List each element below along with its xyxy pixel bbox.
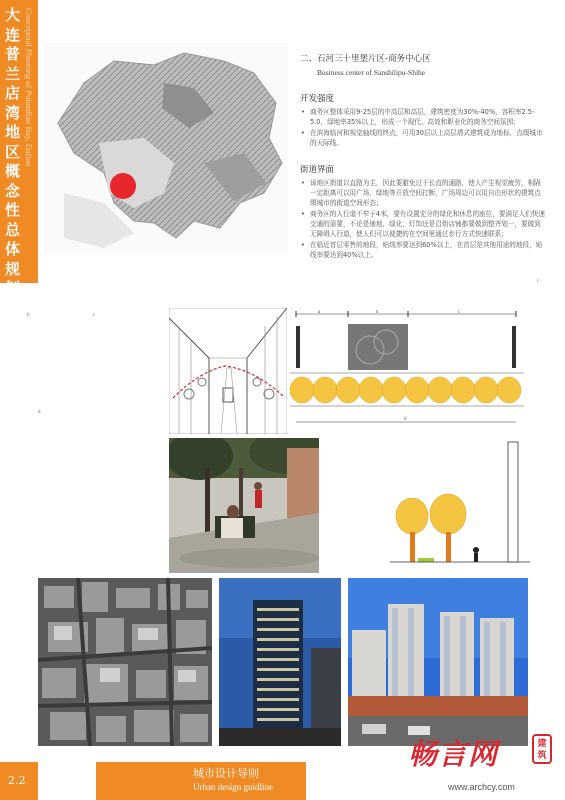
dim-label-d: d: [404, 417, 407, 422]
development-list: [300, 107, 545, 148]
watermark-url[interactable]: www.archcy.com: [448, 782, 515, 792]
street-list: [300, 178, 545, 260]
street-bullet: • 在临近首层零售的地段，贴线率要达到60%以上，在首层是其他用途的地段，贴线率要达到40%以上。: [300, 240, 545, 260]
dim-label-a: a: [318, 310, 321, 315]
development-bullet: • 商务区整体采用9-25层的中高层和高层，建筑密度为30%-40%，容积率2.5-5.0，绿地率35%以上，形成一个现代、高效和职业化的商务空间氛围；: [300, 107, 545, 127]
dim-label-b: b: [376, 310, 379, 315]
terrain-map: [44, 43, 288, 255]
street-sketch: [169, 308, 287, 434]
street-bullet: • 商务区的人行道不窄于4米，要有设置充分的绿化和休息的座位，要满足人们快速交通的需要，不论是铺地，绿化，灯饰还是沿街店铺都要做到整齐划一，要做到无障碍人行道，使人们可以便捷的在空间里通过步行方式快速联系；: [300, 209, 545, 239]
section-title: 二、石河三十里堡片区-商务中心区: [300, 54, 431, 64]
street-section-diagram: [290, 310, 524, 435]
development-heading: 开发强度: [300, 94, 335, 104]
street-bullet: • 该地区街道以直路为主，因此要避免过于长直的通路，使人产生视觉疲劳，相隔一定距离可以用广场、绿地等开放空间打断，广场周边可以用自由形状的建筑点缀城市的街道空间形态；: [300, 178, 545, 208]
sidebar-title-en: Conceptual Planning of Pulandian Bay, Dalian: [24, 8, 34, 167]
street-heading: 街道界面: [300, 165, 335, 175]
site-marker: [110, 173, 136, 199]
section-subtitle: Business center of Sanshilipu-Shihe: [317, 68, 426, 77]
footer-title-cn: 城市设计导则: [193, 767, 259, 780]
page-number: 2.2: [0, 762, 38, 800]
tower-photo: [219, 578, 341, 746]
dim-label-c: c: [458, 310, 461, 315]
footer-title-en: Urban design guidline: [193, 782, 273, 792]
watermark-badge: 建筑: [532, 734, 552, 764]
development-bullet: • 在滨海临河和视觉轴线的终点，可用30层以上高层塔式建筑成为地标，点缀城市的天际线。: [300, 128, 545, 148]
tree-elevation-diagram: [390, 440, 530, 570]
aerial-photo: [38, 578, 212, 746]
plaza-photo: [169, 438, 319, 573]
watermark-logo: 畅言网: [408, 737, 499, 771]
sidebar-title: 大连普兰店湾地区概念性总体规划: [5, 6, 21, 297]
label-b-left: b: [27, 313, 30, 318]
label-c-right: c: [537, 279, 540, 284]
label-c-left: c: [93, 313, 96, 318]
text-column: [300, 52, 545, 261]
residential-blocks-photo: [348, 578, 528, 746]
label-d-left: d: [38, 410, 41, 415]
